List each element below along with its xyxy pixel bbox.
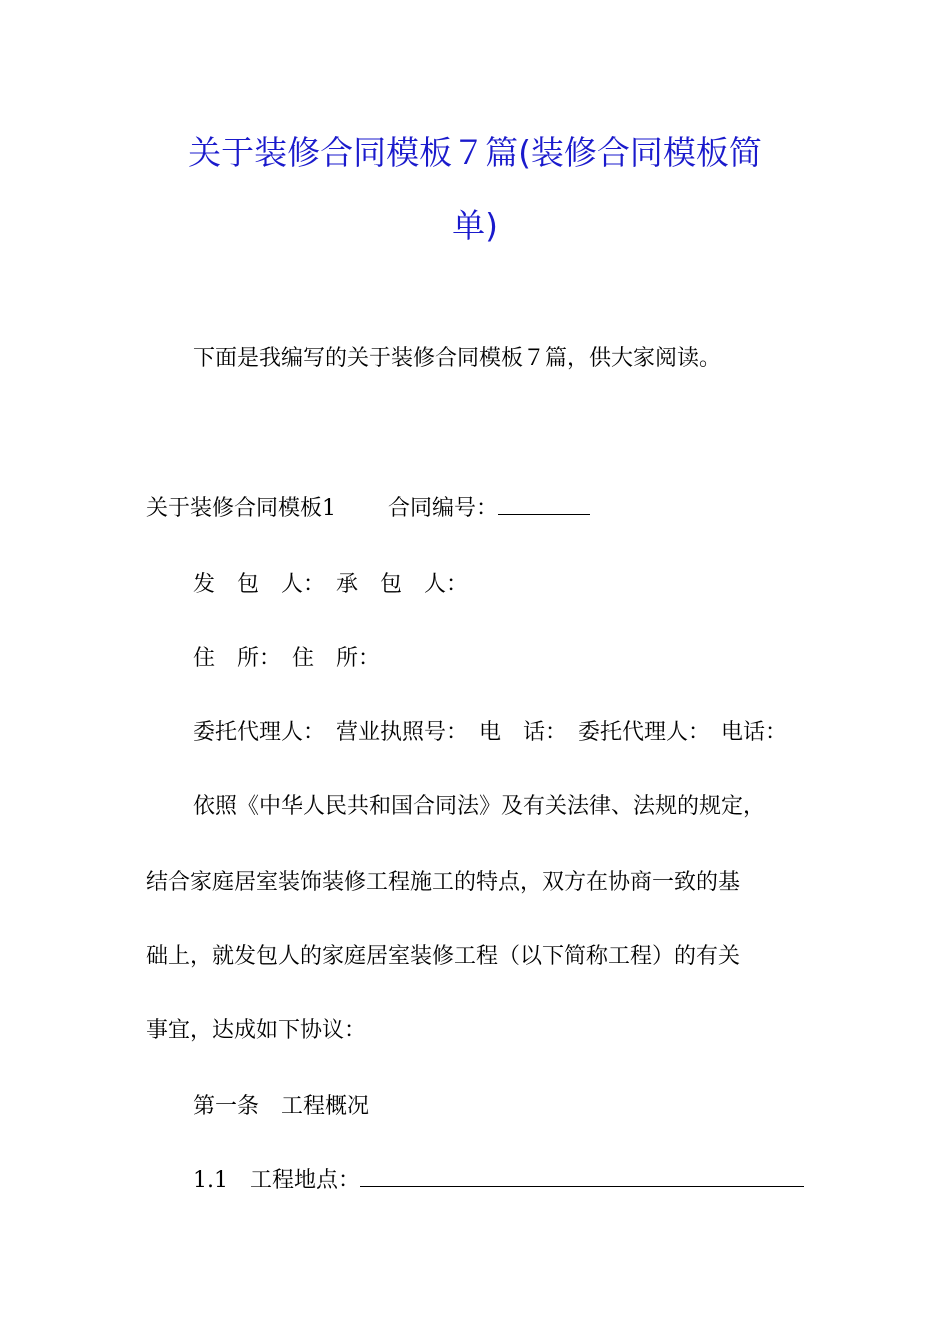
project-location-row <box>193 1166 804 1196</box>
basis-paragraph-line-2: 结合家庭居室装饰装修工程施工的特点，双方在协商一致的基 <box>146 870 741 895</box>
parties-line: 发 包 人： 承 包 人： <box>193 572 469 597</box>
section-heading: 关于装修合同模板1 <box>146 496 336 521</box>
basis-paragraph-line-3: 础上，就发包人的家庭居室装修工程（以下简称工程）的有关 <box>146 944 741 969</box>
basis-paragraph-line-1: 依照《中华人民共和国合同法》及有关法律、法规的规定， <box>193 794 766 819</box>
contract-number-blank <box>498 494 590 515</box>
intro-paragraph: 下面是我编写的关于装修合同模板７篇，供大家阅读。 <box>193 346 722 371</box>
contract-number-label: 合同编号： <box>388 496 499 521</box>
document-title-line-1: 关于装修合同模板７篇(装修合同模板简 <box>188 133 762 172</box>
basis-paragraph-line-4: 事宜，达成如下协议： <box>146 1018 367 1043</box>
address-line: 住 所： 住 所： <box>193 646 381 671</box>
document-title-line-2: 单) <box>452 206 498 245</box>
section-heading-row <box>146 494 590 524</box>
project-location-label: 1.1 工程地点： <box>193 1168 360 1193</box>
article-1-title: 第一条 工程概况 <box>193 1094 370 1119</box>
project-location-blank <box>360 1166 804 1187</box>
agents-line: 委托代理人： 营业执照号： 电 话： 委托代理人： 电话： <box>193 720 788 745</box>
